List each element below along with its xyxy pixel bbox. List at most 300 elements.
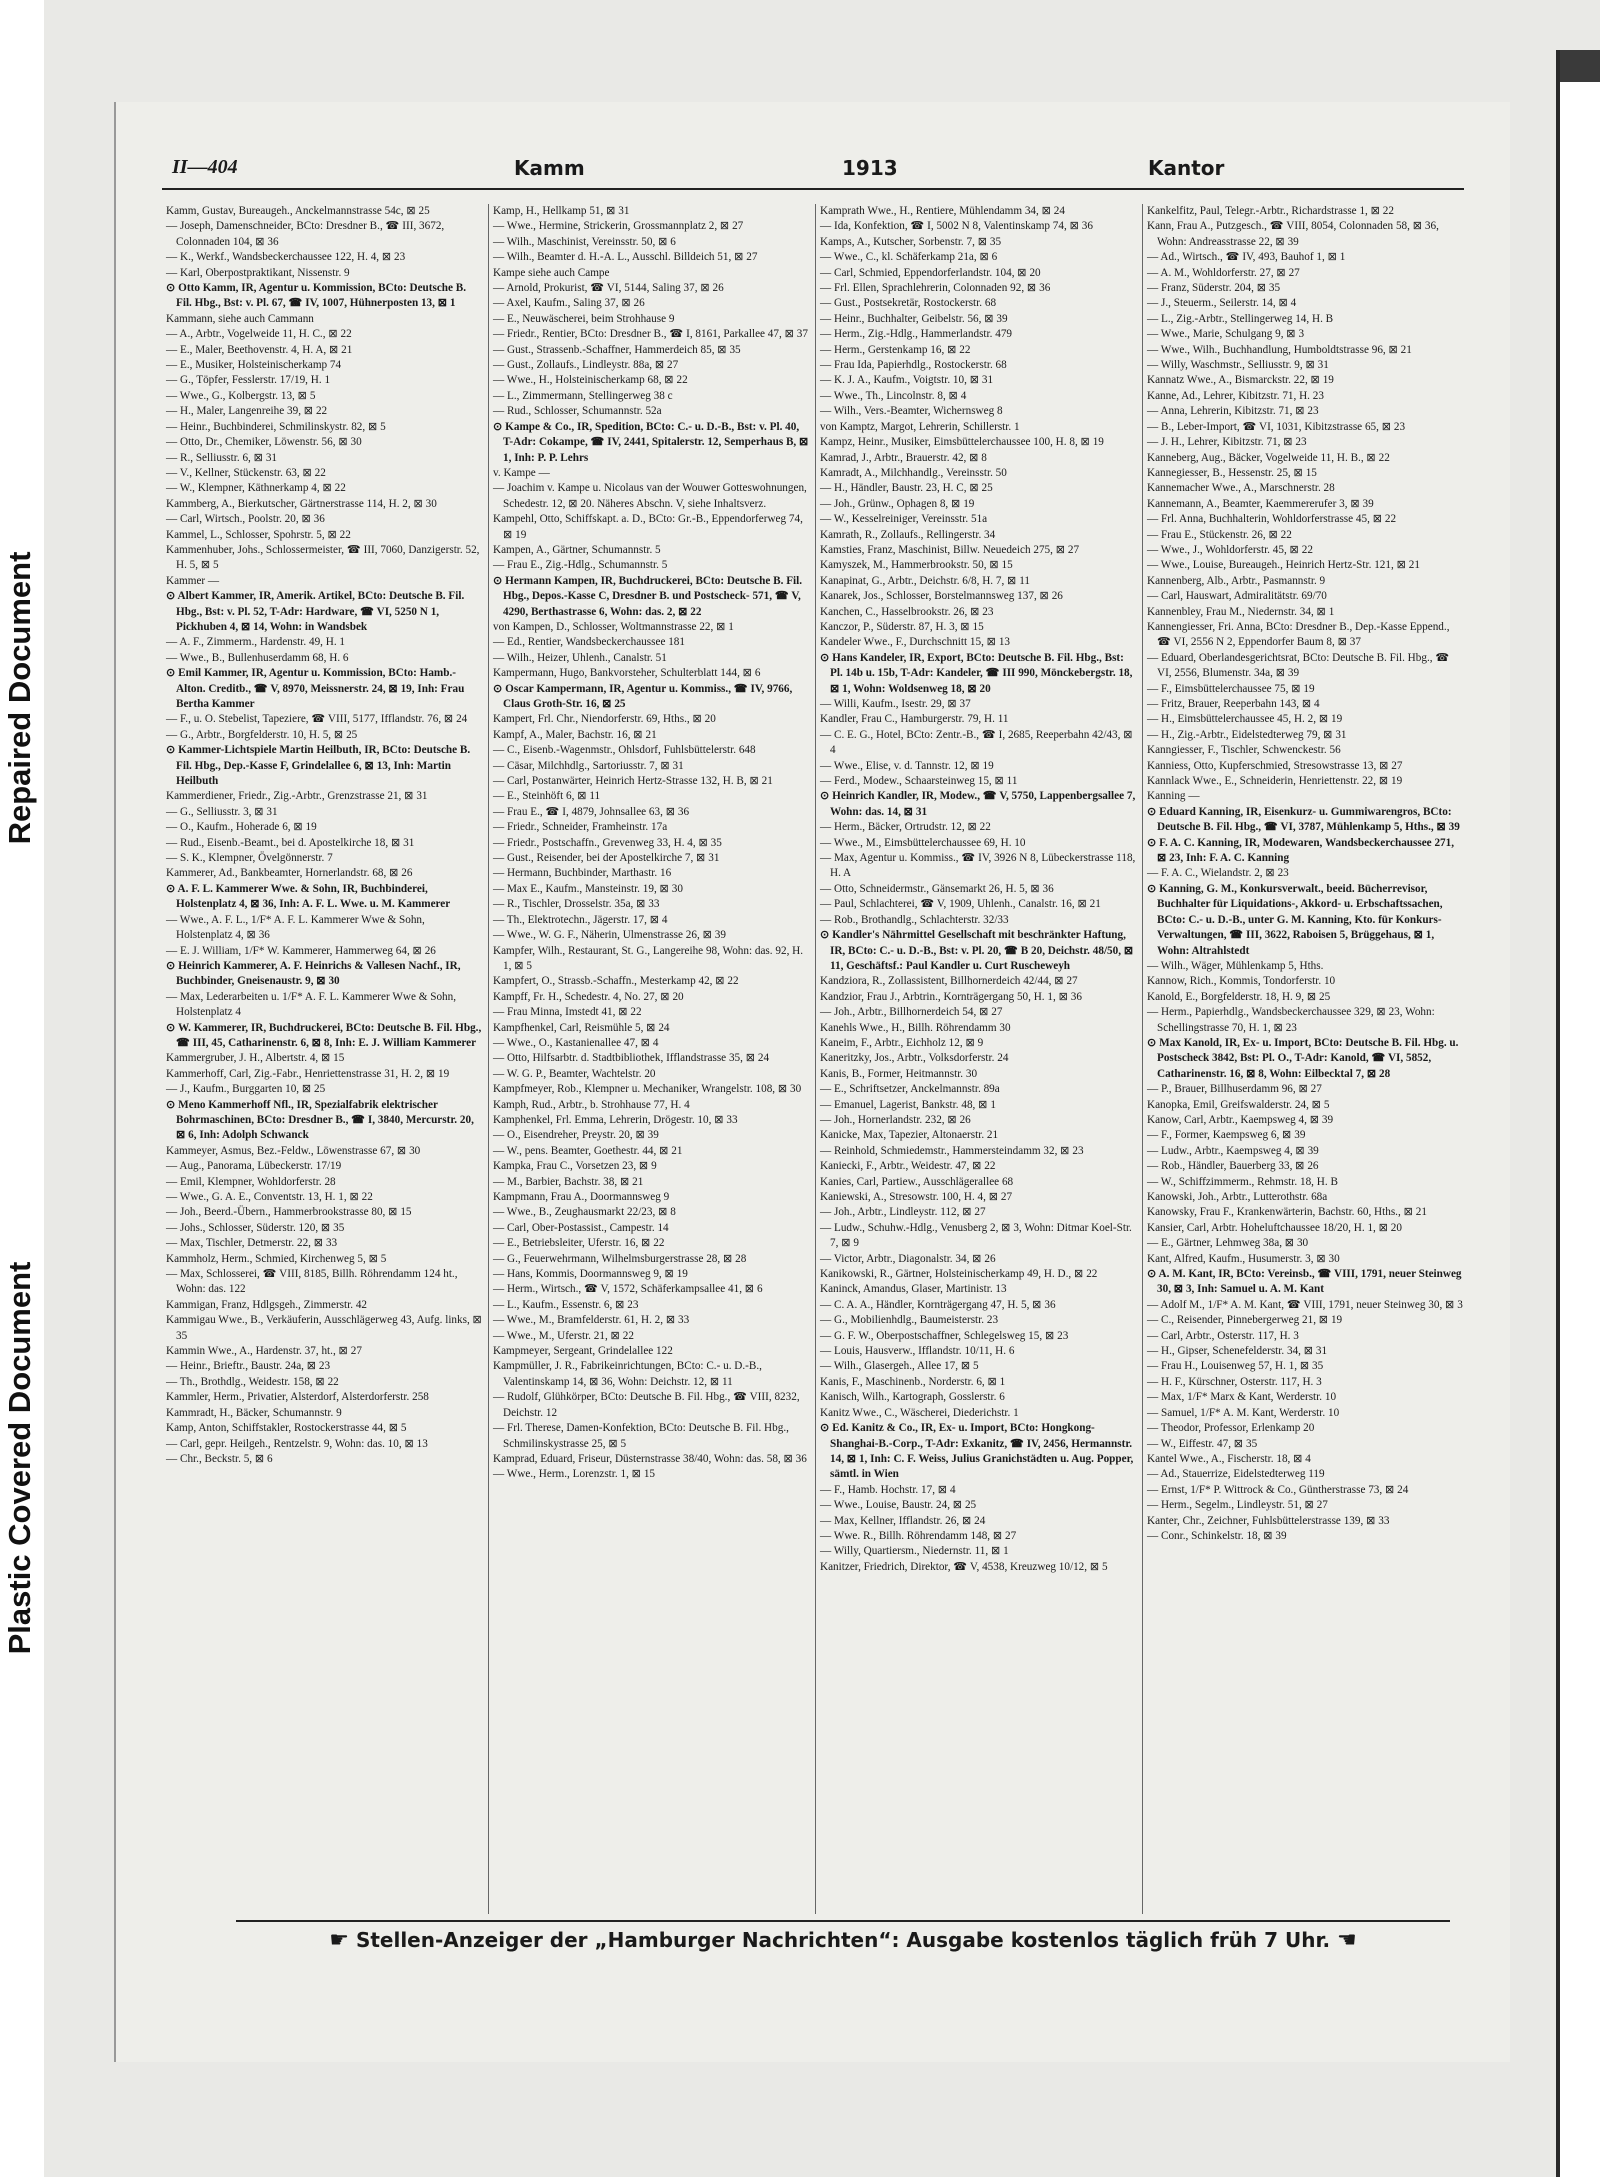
directory-entry: — W., pens. Beamter, Goethestr. 44, ⊠ 21 xyxy=(493,1144,683,1157)
directory-entry: — P., Brauer, Billhuserdamm 96, ⊠ 27 xyxy=(1147,1083,1322,1096)
directory-entry: — Conr., Schinkelstr. 18, ⊠ 39 xyxy=(1147,1529,1287,1542)
directory-entry: — E., Neuwäscherei, beim Strohhause 9 xyxy=(493,312,675,325)
directory-entry: — H., Maler, Langenreihe 39, ⊠ 22 xyxy=(166,405,328,418)
directory-entry: — Max, Kellner, Ifflandstr. 26, ⊠ 24 xyxy=(820,1514,986,1527)
directory-entry: — Gust., Postsekretär, Rostockerstr. 68 xyxy=(820,297,997,310)
directory-entry: — Wwe., Th., Lincolnstr. 8, ⊠ 4 xyxy=(820,389,967,402)
directory-entry: Kanne, Ad., Lehrer, Kibitzstr. 71, H. 23 xyxy=(1147,389,1324,402)
directory-entry: Kanapinat, G., Arbtr., Deichstr. 6/8, H. 7, ⊠ 11 xyxy=(820,574,1030,587)
directory-entry: — Wwe., M., Bramfelderstr. 61, H. 2, ⊠ 33 xyxy=(493,1314,690,1327)
directory-entry: Kampfert, O., Strassb.-Schaffn., Mesterkamp 42, ⊠ 22 xyxy=(493,975,739,988)
directory-entry: Kannemacher Wwe., A., Marschnerstr. 28 xyxy=(1147,482,1335,495)
directory-entry: — Rud., Eisenb.-Beamt., bei d. Apostelkirche 18, ⊠ 31 xyxy=(166,836,415,849)
directory-entry: Kanisch, Wilh., Kartograph, Gosslerstr. 6 xyxy=(820,1391,1005,1404)
directory-entry: — Herm., Wirtsch., ☎ V, 1572, Schäferkampsallee 41, ⊠ 6 xyxy=(493,1283,763,1296)
directory-entry: — Frl. Anna, Buchhalterin, Wohldorferstrasse 45, ⊠ 22 xyxy=(1147,513,1397,526)
directory-entry: Kammerdiener, Friedr., Zig.-Arbtr., Grenzstrasse 21, ⊠ 31 xyxy=(166,790,428,803)
directory-entry: — Ed., Rentier, Wandsbeckerchaussee 181 xyxy=(493,636,685,649)
directory-entry: — J., Kaufm., Burggarten 10, ⊠ 25 xyxy=(166,1083,326,1096)
directory-entry: ⊙ Heinrich Kandler, IR, Modew., ☎ V, 5750, Lappenbergsallee 7, Wohn: das. 14, ⊠ 31 xyxy=(820,790,1136,818)
directory-entry: — Wilh., Maschinist, Vereinsstr. 50, ⊠ 6 xyxy=(493,235,676,248)
directory-entry: — Wwe., C., kl. Schäferkamp 21a, ⊠ 6 xyxy=(820,251,998,264)
directory-entry: — C., Reisender, Pinnebergerweg 21, ⊠ 19 xyxy=(1147,1314,1343,1327)
directory-entry: — A., Arbtr., Vogelweide 11, H. C., ⊠ 22 xyxy=(166,328,352,341)
directory-entry: — Wwe., B., Bullenhuserdamm 68, H. 6 xyxy=(166,651,349,664)
directory-entry: ⊙ Hermann Kampen, IR, Buchdruckerei, BCto: Deutsche B. Fil. Hbg., Depos.-Kasse C, Dresdner B. und Postscheck- 571, ☎ V, 4290, Berthastrasse 6, Wohn: das. 2, ⊠ 22 xyxy=(493,574,803,618)
directory-entry: — O., Eisendreher, Preystr. 20, ⊠ 39 xyxy=(493,1129,659,1142)
directory-entry: Kant, Alfred, Kaufm., Husumerstr. 3, ⊠ 30 xyxy=(1147,1252,1340,1265)
directory-entry: — Frau E., Stückenstr. 26, ⊠ 22 xyxy=(1147,528,1292,541)
directory-entry: — Emanuel, Lagerist, Bankstr. 48, ⊠ 1 xyxy=(820,1098,996,1111)
directory-entry: — Frl. Therese, Damen-Konfektion, BCto: Deutsche B. Fil. Hbg., Schmilinskystrasse 25, ⊠ 5 xyxy=(493,1422,789,1450)
directory-entry: Kampmeyer, Sergeant, Grindelallee 122 xyxy=(493,1345,673,1358)
directory-entry: — G., Selliusstr. 3, ⊠ 31 xyxy=(166,805,278,818)
directory-entry: — Wwe., Louise, Baustr. 24, ⊠ 25 xyxy=(820,1499,977,1512)
directory-entry: Kannenbley, Frau M., Niedernstr. 34, ⊠ 1 xyxy=(1147,605,1335,618)
page-header xyxy=(162,148,1464,190)
directory-entry: von Kampen, D., Schlosser, Woltmannstrasse 22, ⊠ 1 xyxy=(493,620,734,633)
directory-entry: — Wwe., B., Zeughausmarkt 22/23, ⊠ 8 xyxy=(493,1206,676,1219)
directory-entry: — Johs., Schlosser, Süderstr. 120, ⊠ 35 xyxy=(166,1221,345,1234)
directory-entry: Kanehls Wwe., H., Billh. Röhrendamm 30 xyxy=(820,1021,1011,1034)
directory-entry: Kamsties, Franz, Maschinist, Billw. Neuedeich 275, ⊠ 27 xyxy=(820,543,1080,556)
directory-entry: — Joseph, Damenschneider, BCto: Dresdner B., ☎ III, 3672, Colonnaden 104, ⊠ 36 xyxy=(166,220,445,248)
directory-entry: Kampert, Frl. Chr., Niendorferstr. 69, Hths., ⊠ 20 xyxy=(493,713,716,726)
directory-entry: — Carl, Wirtsch., Poolstr. 20, ⊠ 36 xyxy=(166,513,325,526)
directory-entry: — Willy, Waschmstr., Selliusstr. 9, ⊠ 31 xyxy=(1147,359,1329,372)
directory-entry: Kansier, Carl, Arbtr. Hoheluftchaussee 18/20, H. 1, ⊠ 20 xyxy=(1147,1221,1402,1234)
directory-entry: — Wwe., Marie, Schulgang 9, ⊠ 3 xyxy=(1147,328,1305,341)
directory-entry: — Max, 1/F* Marx & Kant, Werderstr. 10 xyxy=(1147,1391,1337,1404)
directory-entry: Kampehl, Otto, Schiffskapt. a. D., BCto: Gr.-B., Eppendorferweg 74, ⊠ 19 xyxy=(493,513,803,541)
directory-entry: — K. J. A., Kaufm., Voigtstr. 10, ⊠ 31 xyxy=(820,374,994,387)
entry-columns xyxy=(162,204,1472,1914)
page-number: II—404 xyxy=(172,156,238,178)
directory-entry: — W. G. P., Beamter, Wachtelstr. 20 xyxy=(493,1067,656,1080)
directory-entry: ⊙ Meno Kammerhoff Nfl., IR, Spezialfabrik elektrischer Bohrmaschinen, BCto: Dresdner B., ☎ I, 3840, Mercurstr. 20, ⊠ 6, Inh: Adolph Schwanck xyxy=(166,1098,474,1142)
directory-entry: — Joh., Arbtr., Lindleystr. 112, ⊠ 27 xyxy=(820,1206,986,1219)
directory-entry: — H., Gipser, Schenefelderstr. 34, ⊠ 31 xyxy=(1147,1345,1328,1358)
directory-entry: — Joachim v. Kampe u. Nicolaus van der Wouwer Gotteswohnungen, Schedestr. 12, ⊠ 20. Näheres Abschn. V, siehe Inhaltsverz. xyxy=(493,482,807,510)
directory-entry: — W., Kesselreiniger, Vereinsstr. 51a xyxy=(820,513,988,526)
directory-entry: — Th., Brothdlg., Weidestr. 158, ⊠ 22 xyxy=(166,1375,339,1388)
directory-entry: — Friedr., Schneider, Framheinstr. 17a xyxy=(493,821,668,834)
directory-entry: Kanowski, Joh., Arbtr., Lutterothstr. 68a xyxy=(1147,1191,1328,1203)
directory-entry: — B., Leber-Import, ☎ VI, 1031, Kibitzstrasse 65, ⊠ 23 xyxy=(1147,420,1406,433)
directory-entry: — J., Steuerm., Seilerstr. 14, ⊠ 4 xyxy=(1147,297,1297,310)
directory-entry: Kampff, Fr. H., Schedestr. 4, No. 27, ⊠ 20 xyxy=(493,990,684,1003)
directory-entry: Kanis, B., Former, Heitmannstr. 30 xyxy=(820,1067,978,1080)
directory-entry: Kannow, Rich., Kommis, Tondorferstr. 10 xyxy=(1147,975,1336,988)
directory-entry: ⊙ Kanning, G. M., Konkursverwalt., beeid. Bücherrevisor, Buchhalter für Liquidations-, Akkord- u. Erbschaftssachen, BCto: C.- u. D.-B., unter G. M. Kanning, Kto. für Konkurs-Verwaltungen, ☎ III, 3622, Raboisen 5, Brüggehaus, ⊠ 1, Wohn: Altrahlstedt xyxy=(1147,882,1443,957)
directory-entry: — E., Maler, Beethovenstr. 4, H. A, ⊠ 21 xyxy=(166,343,353,356)
directory-entry: — Ferd., Modew., Schaarsteinweg 15, ⊠ 11 xyxy=(820,775,1018,788)
directory-entry: — Otto, Hilfsarbtr. d. Stadtbibliothek, Ifflandstrasse 35, ⊠ 24 xyxy=(493,1052,770,1065)
directory-entry: — V., Kellner, Stückenstr. 63, ⊠ 22 xyxy=(166,466,326,479)
directory-entry: — Herm., Papierhdlg., Wandsbeckerchaussee 329, ⊠ 23, Wohn: Schellingstrasse 70, H. 1, ⊠ 23 xyxy=(1147,1006,1435,1034)
directory-entry: Kannlack Wwe., E., Schneiderin, Henriettenstr. 22, ⊠ 19 xyxy=(1147,775,1403,788)
directory-entry: — Hermann, Buchbinder, Marthastr. 16 xyxy=(493,867,672,880)
directory-entry: ⊙ Hans Kandeler, IR, Export, BCto: Deutsche B. Fil. Hbg., Bst: Pl. 14b u. 15b, T-Adr: Kandeler, ☎ III 990, Mönckebergstr. 18, ⊠ 1, Wohn: Woldsenweg 18, ⊠ 20 xyxy=(820,651,1133,695)
directory-entry: Kandziora, R., Zollassistent, Billhornerdeich 42/44, ⊠ 27 xyxy=(820,975,1078,988)
directory-entry: Kamprath Wwe., H., Rentiere, Mühlendamm 34, ⊠ 24 xyxy=(820,205,1065,217)
directory-entry: — F. A. C., Wielandstr. 2, ⊠ 23 xyxy=(1147,867,1289,880)
directory-entry: — Ludw., Arbtr., Kaempsweg 4, ⊠ 39 xyxy=(1147,1144,1319,1157)
directory-entry: — R., Selliusstr. 6, ⊠ 31 xyxy=(166,451,278,464)
directory-entry: — Wilh., Heizer, Uhlenh., Canalstr. 51 xyxy=(493,651,667,664)
directory-entry: — Gust., Reisender, bei der Apostelkirche 7, ⊠ 31 xyxy=(493,852,720,865)
directory-entry: — Carl, Postanwärter, Heinrich Hertz-Strasse 132, H. B, ⊠ 21 xyxy=(493,775,773,788)
directory-entry: — Rud., Schlosser, Schumannstr. 52a xyxy=(493,405,662,418)
directory-entry: — J. H., Lehrer, Kibitzstr. 71, ⊠ 23 xyxy=(1147,436,1307,449)
directory-entry: — H., Zig.-Arbtr., Eidelstedterweg 79, ⊠ 31 xyxy=(1147,728,1347,741)
header-first-entry: Kamm xyxy=(514,156,585,180)
directory-entry: Kammenhuber, Johs., Schlossermeister, ☎ III, 7060, Danzigerstr. 52, H. 5, ⊠ 5 xyxy=(166,543,480,572)
directory-entry: — Emil, Klempner, Wohldorferstr. 28 xyxy=(166,1175,336,1188)
directory-entry: — Hans, Kommis, Doormannsweg 9, ⊠ 19 xyxy=(493,1268,688,1281)
directory-entry: — Willi, Kaufm., Isestr. 29, ⊠ 37 xyxy=(820,698,971,710)
directory-entry: — Carl, Ober-Postassist., Campestr. 14 xyxy=(493,1221,669,1234)
directory-entry: Kandeler Wwe., F., Durchschnitt 15, ⊠ 13 xyxy=(820,636,1011,649)
directory-entry: — E. J. William, 1/F* W. Kammerer, Hammerweg 64, ⊠ 26 xyxy=(166,944,436,957)
directory-entry: — Louis, Hausverw., Ifflandstr. 10/11, H. 6 xyxy=(820,1345,1015,1358)
directory-entry: — Wwe., G. A. E., Conventstr. 13, H. 1, ⊠ 22 xyxy=(166,1191,373,1203)
page-footer xyxy=(236,1920,1450,1960)
directory-entry: — Wwe., Louise, Bureaugeh., Heinrich Hertz-Str. 121, ⊠ 21 xyxy=(1147,559,1420,572)
directory-entry: Kanneberg, Aug., Bäcker, Vogelweide 11, H. B., ⊠ 22 xyxy=(1147,451,1390,464)
directory-entry: — Aug., Panorama, Lübeckerstr. 17/19 xyxy=(166,1160,342,1173)
directory-entry: — S. K., Klempner, Övelgönnerstr. 7 xyxy=(166,852,333,865)
directory-entry: — Wilh., Wäger, Mühlenkamp 5, Hths. xyxy=(1147,959,1324,972)
directory-entry: Kanniess, Otto, Kupferschmied, Stresowstrasse 13, ⊠ 27 xyxy=(1147,759,1403,772)
directory-entry: — Wwe., A. F. L., 1/F* A. F. L. Kammerer Wwe & Sohn, Holstenplatz 4, ⊠ 36 xyxy=(166,913,425,942)
directory-entry: — Karl, Oberpostpraktikant, Nissenstr. 9 xyxy=(166,266,350,279)
plastic-covered-document-label: Plastic Covered Document xyxy=(2,1261,37,1655)
directory-entry: Kanis, F., Maschinenb., Norderstr. 6, ⊠ 1 xyxy=(820,1375,1006,1388)
directory-entry: — Max, Agentur u. Kommiss., ☎ IV, 3926 N 8, Lübeckerstrasse 118, H. A xyxy=(820,852,1136,880)
directory-entry: — Carl, gepr. Heilgeh., Rentzelstr. 9, Wohn: das. 10, ⊠ 13 xyxy=(166,1437,428,1450)
directory-entry: — Anna, Lehrerin, Kibitzstr. 71, ⊠ 23 xyxy=(1147,405,1319,418)
directory-entry: Kaniecki, F., Arbtr., Weidestr. 47, ⊠ 22 xyxy=(820,1160,996,1173)
directory-entry: Kanowsky, Frau F., Krankenwärterin, Bachstr. 60, Hths., ⊠ 21 xyxy=(1147,1206,1427,1219)
column-1 xyxy=(162,204,489,1914)
directory-entry: — Wwe., O., Kastanienallee 47, ⊠ 4 xyxy=(493,1036,659,1049)
directory-entry: Kandzior, Frau J., Arbtrin., Kornträgergang 50, H. 1, ⊠ 36 xyxy=(820,990,1082,1003)
directory-entry: — W., Klempner, Käthnerkamp 4, ⊠ 22 xyxy=(166,482,346,495)
directory-entry: — Frau Minna, Imstedt 41, ⊠ 22 xyxy=(493,1006,642,1019)
directory-entry: Kampfer, Wilh., Restaurant, St. G., Langereihe 98, Wohn: das. 92, H. 1, ⊠ 5 xyxy=(493,944,804,972)
directory-entry: Kampz, Heinr., Musiker, Eimsbüttelerchaussee 100, H. 8, ⊠ 19 xyxy=(820,436,1104,449)
directory-entry: Kandler, Frau C., Hamburgerstr. 79, H. 11 xyxy=(820,713,1009,726)
directory-entry: — Carl, Hauswart, Admiralitätstr. 69/70 xyxy=(1147,590,1327,603)
scan-edge xyxy=(1556,50,1600,2177)
directory-entry: — Joh., Grünw., Ophagen 8, ⊠ 19 xyxy=(820,497,975,510)
directory-entry: Kamph, Rud., Arbtr., b. Strohhause 77, H. 4 xyxy=(493,1098,690,1111)
directory-entry: — H., Händler, Baustr. 23, H. C, ⊠ 25 xyxy=(820,482,993,495)
side-label-strip xyxy=(0,0,44,2177)
directory-entry: Kammberg, A., Bierkutscher, Gärtnerstrasse 114, H. 2, ⊠ 30 xyxy=(166,497,437,510)
directory-entry: — L., Zig.-Arbtr., Stellingerweg 14, H. B xyxy=(1147,312,1334,325)
directory-entry: ⊙ W. Kammerer, IR, Buchdruckerei, BCto: Deutsche B. Fil. Hbg., ☎ III, 45, Catharinenstr. 6, ⊠ 8, Inh: E. J. William Kammerer xyxy=(166,1021,482,1049)
directory-entry: — E., Steinhöft 6, ⊠ 11 xyxy=(493,790,601,803)
directory-entry: — Adolf M., 1/F* A. M. Kant, ☎ VIII, 1791, neuer Steinweg 30, ⊠ 3 xyxy=(1147,1298,1463,1311)
directory-page xyxy=(114,102,1510,2062)
directory-entry: Kann, Frau A., Putzgesch., ☎ VIII, 8054, Colonnaden 58, ⊠ 36, Wohn: Andreasstrasse 22, ⊠ 39 xyxy=(1147,220,1439,248)
directory-entry: Kanngiesser, F., Tischler, Schwenckestr. 56 xyxy=(1147,744,1341,757)
directory-entry: — Otto, Dr., Chemiker, Löwenstr. 56, ⊠ 30 xyxy=(166,436,362,449)
directory-entry: — Heinr., Buchhalter, Geibelstr. 56, ⊠ 39 xyxy=(820,312,1008,325)
pointing-hand-right-icon: ☚ xyxy=(1337,1928,1357,1953)
directory-entry: Kanning — xyxy=(1147,790,1200,803)
directory-entry: — Frau E., Zig.-Hdlg., Schumannstr. 5 xyxy=(493,559,668,572)
directory-entry: — F., Eimsbüttelerchaussee 75, ⊠ 19 xyxy=(1147,682,1315,695)
directory-entry: ⊙ Kammer-Lichtspiele Martin Heilbuth, IR, BCto: Deutsche B. Fil. Hbg., Dep.-Kasse F, Grindelallee 6, ⊠ 13, Inh: Martin Heilbuth xyxy=(166,744,471,788)
directory-entry: Kamp, Anton, Schiffstakler, Rostockerstrasse 44, ⊠ 5 xyxy=(166,1422,407,1435)
directory-entry: — Gust., Zollaufs., Lindleystr. 88a, ⊠ 27 xyxy=(493,359,679,372)
directory-entry: — Theodor, Professor, Erlenkamp 20 xyxy=(1147,1422,1315,1435)
directory-entry: ⊙ Max Kanold, IR, Ex- u. Import, BCto: Deutsche B. Fil. Hbg. u. Postscheck 3842, Bst: Pl. O., T-Adr: Kanold, ☎ VI, 5852, Catharinenstr. 16, ⊠ 8, Wohn: Eilbecktal 7, ⊠ 28 xyxy=(1147,1036,1459,1080)
directory-entry: — Wwe., Elise, v. d. Tannstr. 12, ⊠ 19 xyxy=(820,759,994,772)
directory-entry: Kaneim, F., Arbtr., Eichholz 12, ⊠ 9 xyxy=(820,1036,984,1049)
directory-entry: Kanopka, Emil, Greifswalderstr. 24, ⊠ 5 xyxy=(1147,1098,1330,1111)
directory-entry: — G., Arbtr., Borgfelderstr. 10, H. 5, ⊠ 25 xyxy=(166,728,358,741)
directory-entry: — Joh., Hornerlandstr. 232, ⊠ 26 xyxy=(820,1113,971,1126)
directory-entry: — K., Werkf., Wandsbeckerchaussee 122, H. 4, ⊠ 23 xyxy=(166,251,406,264)
directory-entry: — Ida, Konfektion, ☎ I, 5002 N 8, Valentinskamp 74, ⊠ 36 xyxy=(820,220,1093,233)
directory-entry: — Ad., Stauerrize, Eidelstedterweg 119 xyxy=(1147,1468,1325,1481)
header-year: 1913 xyxy=(842,156,898,180)
directory-entry: Kannemann, A., Beamter, Kaemmererufer 3, ⊠ 39 xyxy=(1147,497,1374,510)
directory-entry: ⊙ Albert Kammer, IR, Amerik. Artikel, BCto: Deutsche B. Fil. Hbg., Bst: v. Pl. 52, T-Adr: Hardware, ☎ VI, 5250 N 1, Pickhuben 4, ⊠ 14, Wohn: in Wandsbek xyxy=(166,590,465,633)
directory-entry: — Rudolf, Glühkörper, BCto: Deutsche B. Fil. Hbg., ☎ VIII, 8232, Deichstr. 12 xyxy=(493,1391,800,1419)
directory-entry: Kanikowski, R., Gärtner, Holsteinischerkamp 49, H. D., ⊠ 22 xyxy=(820,1268,1098,1281)
directory-entry: — Wwe., W. G. F., Näherin, Ulmenstrasse 26, ⊠ 39 xyxy=(493,929,726,942)
directory-entry: — G., Feuerwehrmann, Wilhelmsburgerstrasse 28, ⊠ 28 xyxy=(493,1252,747,1265)
directory-entry: — Max, Tischler, Detmerstr. 22, ⊠ 33 xyxy=(166,1237,338,1250)
directory-entry: — E., Musiker, Holsteinischerkamp 74 xyxy=(166,359,342,372)
directory-entry: — M., Barbier, Bachstr. 38, ⊠ 21 xyxy=(493,1175,644,1188)
directory-entry: — Th., Elektrotechn., Jägerstr. 17, ⊠ 4 xyxy=(493,913,668,926)
directory-entry: — Wwe., Herm., Lorenzstr. 1, ⊠ 15 xyxy=(493,1468,656,1481)
directory-entry: Kamp, H., Hellkamp 51, ⊠ 31 xyxy=(493,205,630,217)
directory-entry: Kanitzer, Friedrich, Direktor, ☎ V, 4538, Kreuzweg 10/12, ⊠ 5 xyxy=(820,1560,1108,1573)
repaired-document-label: Repaired Document xyxy=(2,551,37,845)
directory-entry: — Frau E., ☎ I, 4879, Johnsallee 63, ⊠ 36 xyxy=(493,805,690,818)
directory-entry: Kamprad, Eduard, Friseur, Düsternstrasse 38/40, Wohn: das. 58, ⊠ 36 xyxy=(493,1452,807,1465)
directory-entry: Kannegiesser, B., Hessenstr. 25, ⊠ 15 xyxy=(1147,466,1317,479)
directory-entry: ⊙ Oscar Kampermann, IR, Agentur u. Kommiss., ☎ IV, 9766, Claus Groth-Str. 16, ⊠ 25 xyxy=(493,682,793,710)
directory-entry: Kampfhenkel, Carl, Reismühle 5, ⊠ 24 xyxy=(493,1021,670,1034)
directory-entry: — Otto, Schneidermstr., Gänsemarkt 26, H. 5, ⊠ 36 xyxy=(820,882,1054,895)
directory-entry: — G. F. W., Oberpostschaffner, Schlegelsweg 15, ⊠ 23 xyxy=(820,1329,1069,1342)
directory-entry: — Heinr., Buchbinderei, Schmilinskystr. 82, ⊠ 5 xyxy=(166,420,386,433)
directory-entry: Kampka, Frau C., Vorsetzen 23, ⊠ 9 xyxy=(493,1160,657,1173)
directory-entry: — Max, Schlosserei, ☎ VIII, 8185, Billh. Röhrendamm 124 ht., Wohn: das. 122 xyxy=(166,1268,458,1296)
directory-entry: Kamphenkel, Frl. Emma, Lehrerin, Drögestr. 10, ⊠ 33 xyxy=(493,1113,738,1126)
directory-entry: — Victor, Arbtr., Diagonalstr. 34, ⊠ 26 xyxy=(820,1252,996,1265)
directory-entry: — Arnold, Prokurist, ☎ VI, 5144, Saling 37, ⊠ 26 xyxy=(493,282,724,295)
column-3 xyxy=(816,204,1143,1914)
directory-entry: — Wwe., M., Eimsbüttelerchaussee 69, H. 10 xyxy=(820,836,1026,849)
directory-entry: Kampen, A., Gärtner, Schumannstr. 5 xyxy=(493,543,661,556)
directory-entry: — Wilh., Beamter d. H.-A. L., Ausschl. Billdeich 51, ⊠ 27 xyxy=(493,251,758,264)
directory-entry: Kanicke, Max, Tapezier, Altonaerstr. 21 xyxy=(820,1129,999,1142)
directory-entry: Kanies, Carl, Partiew., Ausschlägerallee 68 xyxy=(820,1175,1014,1188)
directory-entry: — Wwe., Hermine, Strickerin, Grossmannplatz 2, ⊠ 27 xyxy=(493,220,744,233)
directory-entry: — C., Eisenb.-Wagenmstr., Ohlsdorf, Fuhlsbüttelerstr. 648 xyxy=(493,744,756,757)
directory-entry: — Rob., Händler, Bauerberg 33, ⊠ 26 xyxy=(1147,1160,1319,1173)
pointing-hand-left-icon: ☛ xyxy=(329,1928,349,1953)
directory-entry: von Kamptz, Margot, Lehrerin, Schillerstr. 1 xyxy=(820,420,1020,433)
directory-entry: — Herm., Segelm., Lindleystr. 51, ⊠ 27 xyxy=(1147,1499,1328,1512)
directory-entry: Kanter, Chr., Zeichner, Fuhlsbüttelerstrasse 139, ⊠ 33 xyxy=(1147,1514,1390,1527)
directory-entry: Kannatz Wwe., A., Bismarckstr. 22, ⊠ 19 xyxy=(1147,374,1334,387)
directory-entry: — Wwe., G., Kolbergstr. 13, ⊠ 5 xyxy=(166,389,316,402)
directory-entry: Kammergruber, J. H., Albertstr. 4, ⊠ 15 xyxy=(166,1052,345,1065)
directory-entry: — Fritz, Brauer, Reeperbahn 143, ⊠ 4 xyxy=(1147,698,1320,710)
directory-entry: Kannengiesser, Fri. Anna, BCto: Dresdner B., Dep.-Kasse Eppend., ☎ VI, 2556 N 2, Eppendorfer Baum 8, ⊠ 37 xyxy=(1147,620,1450,649)
directory-entry: Kampmann, Frau A., Doormannsweg 9 xyxy=(493,1191,670,1203)
directory-entry: — W., Eiffestr. 47, ⊠ 35 xyxy=(1147,1437,1258,1450)
directory-entry: — Heinr., Brieftr., Baustr. 24a, ⊠ 23 xyxy=(166,1360,331,1373)
directory-entry: Kanitz Wwe., C., Wäscherei, Diederichstr. 1 xyxy=(820,1406,1019,1419)
directory-entry: Kanow, Carl, Arbtr., Kaempsweg 4, ⊠ 39 xyxy=(1147,1113,1334,1126)
directory-entry: — Reinhold, Schmiedemstr., Hammersteindamm 32, ⊠ 23 xyxy=(820,1144,1084,1157)
directory-entry: — Herm., Zig.-Hdlg., Hammerlandstr. 479 xyxy=(820,328,1013,341)
directory-entry: — G., Töpfer, Fesslerstr. 17/19, H. 1 xyxy=(166,374,331,387)
footer-advert: Stellen-Anzeiger der „Hamburger Nachrichten“: Ausgabe kostenlos täglich früh 7 Uhr. xyxy=(355,1928,1331,1952)
directory-entry: — Wwe., M., Uferstr. 21, ⊠ 22 xyxy=(493,1329,634,1342)
scan-edge-tab xyxy=(1560,50,1600,82)
directory-entry: ⊙ A. M. Kant, IR, BCto: Vereinsb., ☎ VIII, 1791, neuer Steinweg 30, ⊠ 3, Inh: Samuel u. A. M. Kant xyxy=(1147,1268,1462,1296)
directory-entry: Kanarek, Jos., Schlosser, Borstelmannsweg 137, ⊠ 26 xyxy=(820,590,1063,603)
directory-entry: — Herm., Gerstenkamp 16, ⊠ 22 xyxy=(820,343,971,356)
directory-entry: Kaneritzky, Jos., Arbtr., Volksdorferstr. 24 xyxy=(820,1052,1009,1065)
directory-entry: — Wwe., J., Wohldorferstr. 45, ⊠ 22 xyxy=(1147,543,1313,556)
directory-entry: Kampermann, Hugo, Bankvorsteher, Schulterblatt 144, ⊠ 6 xyxy=(493,667,761,680)
directory-entry: Kamm, Gustav, Bureaugeh., Anckelmannstrasse 54c, ⊠ 25 xyxy=(166,205,430,217)
directory-entry: v. Kampe — xyxy=(493,466,550,479)
directory-entry: — Frau H., Louisenweg 57, H. 1, ⊠ 35 xyxy=(1147,1360,1324,1373)
directory-entry: ⊙ Ed. Kanitz & Co., IR, Ex- u. Import, BCto: Hongkong-Shanghai-B.-Corp., T-Adr: Exkanitz, ☎ IV, 2456, Hermannstr. 14, ⊠ 1, Inh: C. F. Weiss, Julius Granichstädten u. Aug. Popper, sämtl. in Wien xyxy=(820,1422,1134,1481)
directory-entry: Kanchen, C., Hasselbrookstr. 26, ⊠ 23 xyxy=(820,605,994,618)
directory-entry: — Carl, Schmied, Eppendorferlandstr. 104, ⊠ 20 xyxy=(820,266,1041,279)
directory-entry: ⊙ A. F. L. Kammerer Wwe. & Sohn, IR, Buchbinderei, Holstenplatz 4, ⊠ 36, Inh: A. F. L. Wwe. u. M. Kammerer xyxy=(166,882,451,911)
directory-entry: — Rob., Brothandlg., Schlachterstr. 32/33 xyxy=(820,913,1009,926)
directory-entry: — Joh., Arbtr., Billhornerdeich 54, ⊠ 27 xyxy=(820,1006,1003,1019)
directory-entry: Kampfmeyer, Rob., Klempner u. Mechaniker, Wrangelstr. 108, ⊠ 30 xyxy=(493,1083,802,1096)
directory-entry: — F., u. O. Stebelist, Tapeziere, ☎ VIII, 5177, Ifflandstr. 76, ⊠ 24 xyxy=(166,713,468,726)
directory-entry: — R., Tischler, Drosselstr. 35a, ⊠ 33 xyxy=(493,898,660,911)
directory-entry: ⊙ Eduard Kanning, IR, Eisenkurz- u. Gummiwarengros, BCto: Deutsche B. Fil. Hbg., ☎ VI, 3787, Mühlenkamp 5, Hths., ⊠ 39 xyxy=(1147,805,1460,834)
directory-entry: — A. M., Wohldorferstr. 27, ⊠ 27 xyxy=(1147,266,1300,279)
directory-entry: — Ad., Wirtsch., ☎ IV, 493, Bauhof 1, ⊠ 1 xyxy=(1147,251,1346,264)
directory-entry: — Max E., Kaufm., Mansteinstr. 19, ⊠ 30 xyxy=(493,882,683,895)
directory-entry: ⊙ F. A. C. Kanning, IR, Modewaren, Wandsbeckerchaussee 271, ⊠ 23, Inh: F. A. C. Kanning xyxy=(1147,836,1455,865)
directory-entry: Kamps, A., Kutscher, Sorbenstr. 7, ⊠ 35 xyxy=(820,235,1002,248)
directory-entry: — Gust., Strassenb.-Schaffner, Hammerdeich 85, ⊠ 35 xyxy=(493,343,741,356)
directory-entry: — Cäsar, Milchhdlg., Sartoriusstr. 7, ⊠ 31 xyxy=(493,759,684,772)
directory-entry: — Paul, Schlachterei, ☎ V, 1909, Uhlenh., Canalstr. 16, ⊠ 21 xyxy=(820,898,1101,911)
directory-entry: — E., Schriftsetzer, Anckelmannstr. 89a xyxy=(820,1083,1000,1096)
directory-entry: Kamrath, R., Zollaufs., Rellingerstr. 34 xyxy=(820,528,996,541)
directory-entry: — F., Former, Kaempsweg 6, ⊠ 39 xyxy=(1147,1129,1306,1142)
directory-entry: Kammholz, Herm., Schmied, Kirchenweg 5, ⊠ 5 xyxy=(166,1252,387,1265)
directory-entry: Kammann, siehe auch Cammann xyxy=(166,312,314,325)
directory-entry: Kaniewski, A., Stresowstr. 100, H. 4, ⊠ 27 xyxy=(820,1191,1013,1203)
directory-entry: Kammler, Herm., Privatier, Alsterdorf, Alsterdorferstr. 258 xyxy=(166,1391,429,1404)
column-2 xyxy=(489,204,816,1914)
directory-entry: — C. A. A., Händler, Kornträgergang 47, H. 5, ⊠ 36 xyxy=(820,1298,1056,1311)
directory-entry: — Willy, Quartiersm., Niedernstr. 11, ⊠ 1 xyxy=(820,1545,1009,1558)
directory-entry: Kankelfitz, Paul, Telegr.-Arbtr., Richardstrasse 1, ⊠ 22 xyxy=(1147,205,1394,217)
directory-entry: — Wwe. R., Billh. Röhrendamm 148, ⊠ 27 xyxy=(820,1529,1017,1542)
directory-entry: ⊙ Otto Kamm, IR, Agentur u. Kommission, BCto: Deutsche B. Fil. Hbg., Bst: v. Pl. 67, ☎ IV, 1007, Hühnerposten 13, ⊠ 1 xyxy=(166,282,467,310)
directory-entry: Kampmüller, J. R., Fabrikeinrichtungen, BCto: C.- u. D.-B., Valentinskamp 14, ⊠ 36, Wohn: Deichstr. 12, ⊠ 11 xyxy=(493,1360,762,1388)
directory-entry: — Samuel, 1/F* A. M. Kant, Werderstr. 10 xyxy=(1147,1406,1340,1419)
directory-entry: Kamradt, A., Milchhandlg., Vereinsstr. 50 xyxy=(820,466,1007,479)
directory-entry: Kammradt, H., Bäcker, Schumannstr. 9 xyxy=(166,1406,342,1419)
directory-entry: — L., Zimmermann, Stellingerweg 38 c xyxy=(493,389,673,402)
directory-entry: — Ernst, 1/F* P. Wittrock & Co., Güntherstrasse 73, ⊠ 24 xyxy=(1147,1483,1409,1496)
directory-entry: — Chr., Beckstr. 5, ⊠ 6 xyxy=(166,1452,273,1465)
directory-entry: Kamyszek, M., Hammerbrookstr. 50, ⊠ 15 xyxy=(820,559,1013,572)
directory-entry: Kanold, E., Borgfelderstr. 18, H. 9, ⊠ 25 xyxy=(1147,990,1331,1003)
directory-entry: — Wwe., H., Holsteinischerkamp 68, ⊠ 22 xyxy=(493,374,688,387)
directory-entry: Kannenberg, Alb., Arbtr., Pasmannstr. 9 xyxy=(1147,574,1326,587)
header-last-entry: Kantor xyxy=(1148,156,1225,180)
directory-entry: ⊙ Heinrich Kammerer, A. F. Heinrichs & Vallesen Nachf., IR, Buchbinder, Gneisenaustr. 9, ⊠ 30 xyxy=(166,959,461,988)
directory-entry: — Wwe., Wilh., Buchhandlung, Humboldtstrasse 96, ⊠ 21 xyxy=(1147,343,1412,356)
directory-entry: Kampe siehe auch Campe xyxy=(493,266,610,279)
directory-entry: Kaninck, Amandus, Glaser, Martinistr. 13 xyxy=(820,1283,1007,1296)
directory-entry: Kamrad, J., Arbtr., Brauerstr. 42, ⊠ 8 xyxy=(820,451,987,464)
directory-entry: — Joh., Beerd.-Übern., Hammerbrookstrasse 80, ⊠ 15 xyxy=(166,1206,412,1219)
directory-entry: ⊙ Emil Kammer, IR, Agentur u. Kommission, BCto: Hamb.-Alton. Creditb., ☎ V, 8970, Meissnerstr. 24, ⊠ 19, Inh: Frau Bertha Kammer xyxy=(166,667,465,710)
directory-entry: Kammerer, Ad., Bankbeamter, Hornerlandstr. 68, ⊠ 26 xyxy=(166,867,413,880)
column-4 xyxy=(1143,204,1470,1914)
directory-entry: — E., Betriebsleiter, Uferstr. 16, ⊠ 22 xyxy=(493,1237,665,1250)
directory-entry: — C. E. G., Hotel, BCto: Zentr.-B., ☎ I, 2685, Reeperbahn 42/43, ⊠ 4 xyxy=(820,728,1133,757)
directory-entry: — Max, Lederarbeiten u. 1/F* A. F. L. Kammerer Wwe & Sohn, Holstenplatz 4 xyxy=(166,990,457,1019)
directory-entry: Kammel, L., Schlosser, Spohrstr. 5, ⊠ 22 xyxy=(166,528,351,541)
directory-entry: — Ludw., Schuhw.-Hdlg., Venusberg 2, ⊠ 3, Wohn: Ditmar Koel-Str. 7, ⊠ 9 xyxy=(820,1221,1132,1250)
directory-entry: — A. F., Zimmerm., Hardenstr. 49, H. 1 xyxy=(166,636,346,649)
directory-entry: — Friedr., Postschaffn., Grevenweg 33, H. 4, ⊠ 35 xyxy=(493,836,722,849)
directory-entry: — Wilh., Glasergeh., Allee 17, ⊠ 5 xyxy=(820,1360,979,1373)
directory-entry: Kammin Wwe., A., Hardenstr. 37, ht., ⊠ 27 xyxy=(166,1345,362,1358)
directory-entry: Kammigan, Franz, Hdlgsgeh., Zimmerstr. 42 xyxy=(166,1298,368,1311)
directory-entry: — Wilh., Vers.-Beamter, Wichernsweg 8 xyxy=(820,405,1003,418)
directory-entry: — Herm., Bäcker, Ortrudstr. 12, ⊠ 22 xyxy=(820,821,991,834)
directory-entry: ⊙ Kandler's Nährmittel Gesellschaft mit beschränkter Haftung, IR, BCto: C.- u. D.-B., Bst: v. Pl. 20, ☎ B 20, Deichstr. 48/50, ⊠ 11, Geschäftsf.: Paul Kandler u. Curt Ruscheweyh xyxy=(820,929,1134,972)
directory-entry: — Franz, Süderstr. 204, ⊠ 35 xyxy=(1147,282,1281,295)
directory-entry: — Frl. Ellen, Sprachlehrerin, Colonnaden 92, ⊠ 36 xyxy=(820,282,1051,295)
directory-entry: Kammer — xyxy=(166,574,220,587)
directory-entry: — Axel, Kaufm., Saling 37, ⊠ 26 xyxy=(493,297,645,310)
directory-entry: — L., Kaufm., Essenstr. 6, ⊠ 23 xyxy=(493,1298,639,1311)
directory-entry: — Frau Ida, Papierhdlg., Rostockerstr. 68 xyxy=(820,359,1007,372)
directory-entry: — W., Schiffzimmerm., Rehmstr. 18, H. B xyxy=(1147,1175,1338,1188)
directory-entry: Kampf, A., Maler, Bachstr. 16, ⊠ 21 xyxy=(493,728,657,741)
directory-entry: — Eduard, Oberlandesgerichtsrat, BCto: Deutsche B. Fil. Hbg., ☎ VI, 2556, Blumenstr. 34a, ⊠ 39 xyxy=(1147,651,1450,680)
directory-entry: — G., Mobilienhdlg., Baumeisterstr. 23 xyxy=(820,1314,999,1327)
directory-entry: — E., Gärtner, Lehmweg 38a, ⊠ 30 xyxy=(1147,1237,1309,1250)
directory-entry: Kanczor, P., Süderstr. 87, H. 3, ⊠ 15 xyxy=(820,620,984,633)
directory-entry: ⊙ Kampe & Co., IR, Spedition, BCto: C.- u. D.-B., Bst: v. Pl. 40, T-Adr: Cokampe, ☎ IV, 2441, Spitalerstr. 12, Semperhaus B, ⊠ 1, Inh: P. P. Lehrs xyxy=(493,420,809,464)
directory-entry: Kantel Wwe., A., Fischerstr. 18, ⊠ 4 xyxy=(1147,1452,1311,1465)
directory-entry: Kammerhoff, Carl, Zig.-Fabr., Henriettenstrasse 31, H. 2, ⊠ 19 xyxy=(166,1067,450,1080)
